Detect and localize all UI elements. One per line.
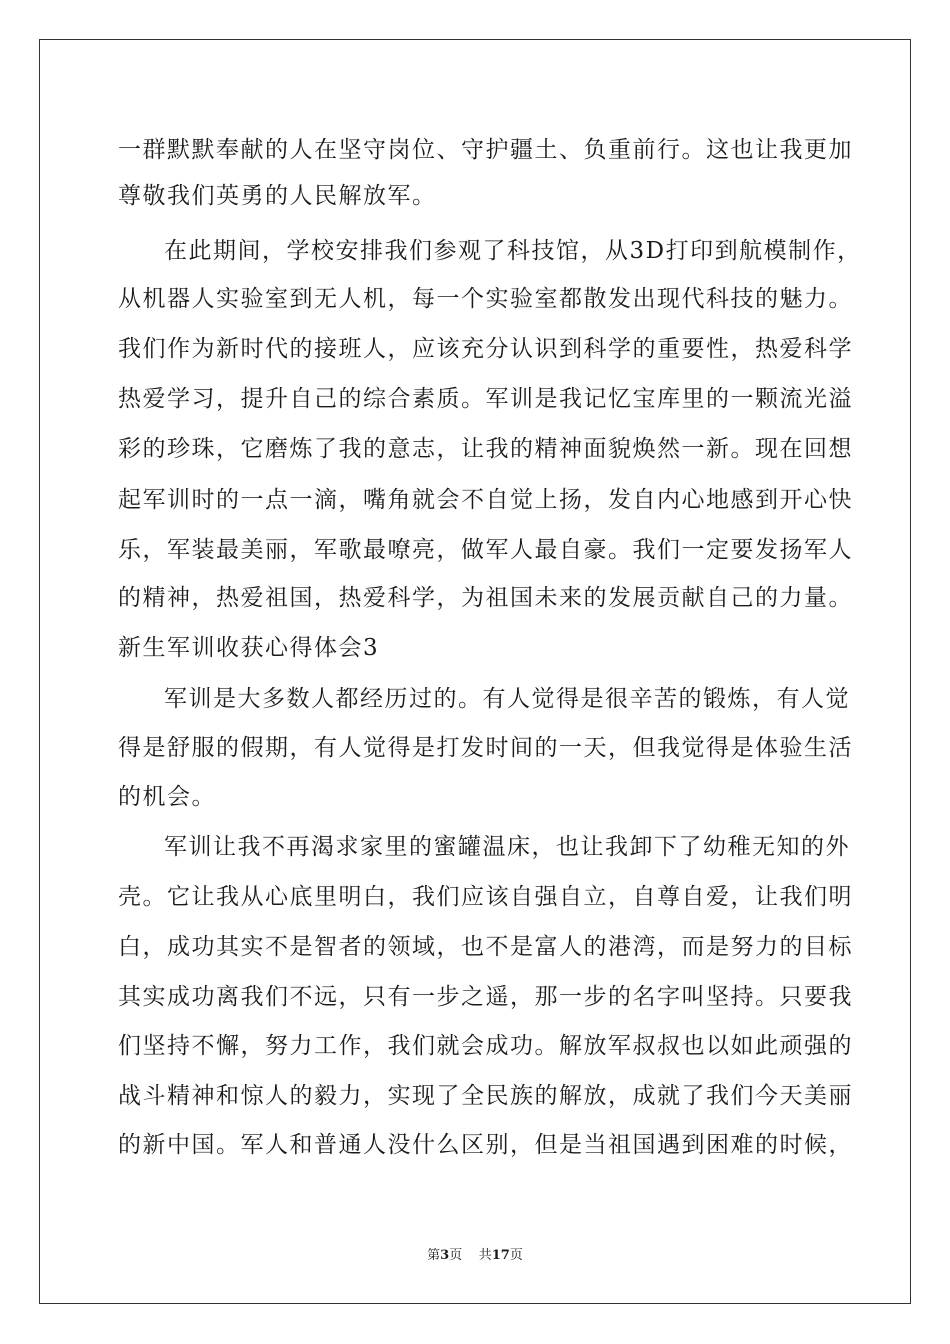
current-page-number: 3 (440, 1248, 450, 1263)
text-line: 的精神，热爱祖国，热爱科学，为祖国未来的发展贡献自己的力量。 (118, 585, 853, 611)
text-line: 战斗精神和惊人的毅力，实现了全民族的解放，成就了我们今天美丽 (118, 1083, 853, 1109)
text-line: 白，成功其实不是智者的领域，也不是富人的港湾，而是努力的目标 (118, 934, 853, 960)
text-line: 从机器人实验室到无人机，每一个实验室都散发出现代科技的魅力。 (118, 286, 853, 312)
text-line: 们坚持不懈，努力工作，我们就会成功。解放军叔叔也以如此顽强的 (118, 1033, 853, 1059)
total-unit: 页 (509, 1248, 523, 1263)
text-line: 的新中国。军人和普通人没什么区别，但是当祖国遇到困难的时候， (118, 1132, 853, 1158)
text-line: 得是舒服的假期，有人觉得是打发时间的一天，但我觉得是体验生活 (118, 735, 853, 761)
text-line: 我们作为新时代的接班人，应该充分认识到科学的重要性，热爱科学 (118, 336, 853, 362)
text-line: 热爱学习，提升自己的综合素质。军训是我记忆宝库里的一颗流光溢 (118, 386, 853, 412)
total-page-count: 17 (491, 1248, 510, 1263)
page-footer (0, 1247, 950, 1265)
page-prefix: 第 (427, 1248, 441, 1263)
text-line: 起军训时的一点一滴，嘴角就会不自觉上扬，发自内心地感到开心快 (118, 487, 853, 513)
total-prefix: 共 (478, 1248, 492, 1263)
paragraph-first-line: 军训是大多数人都经历过的。有人觉得是很辛苦的锻炼，有人觉 (164, 686, 850, 712)
text-line: 乐，军装最美丽，军歌最嘹亮，做军人最自豪。我们一定要发扬军人 (118, 537, 853, 563)
text-line: 一群默默奉献的人在坚守岗位、守护疆土、负重前行。这也让我更加 (118, 137, 853, 163)
text-line: 尊敬我们英勇的人民解放军。 (118, 183, 437, 209)
page-unit: 页 (449, 1248, 463, 1263)
text-line: 其实成功离我们不远，只有一步之遥，那一步的名字叫坚持。只要我 (118, 984, 853, 1010)
text-line: 壳。它让我从心底里明白，我们应该自强自立，自尊自爱，让我们明 (118, 884, 853, 910)
paragraph-first-line: 军训让我不再渴求家里的蜜罐温床，也让我卸下了幼稚无知的外 (164, 834, 850, 860)
text-line: 彩的珍珠，它磨炼了我的意志，让我的精神面貌焕然一新。现在回想 (118, 436, 853, 462)
text-line: 的机会。 (118, 784, 216, 810)
paragraph-first-line: 在此期间，学校安排我们参观了科技馆，从3D打印到航模制作， (164, 238, 862, 264)
section-heading: 新生军训收获心得体会3 (118, 635, 380, 661)
page-border (39, 39, 911, 1304)
